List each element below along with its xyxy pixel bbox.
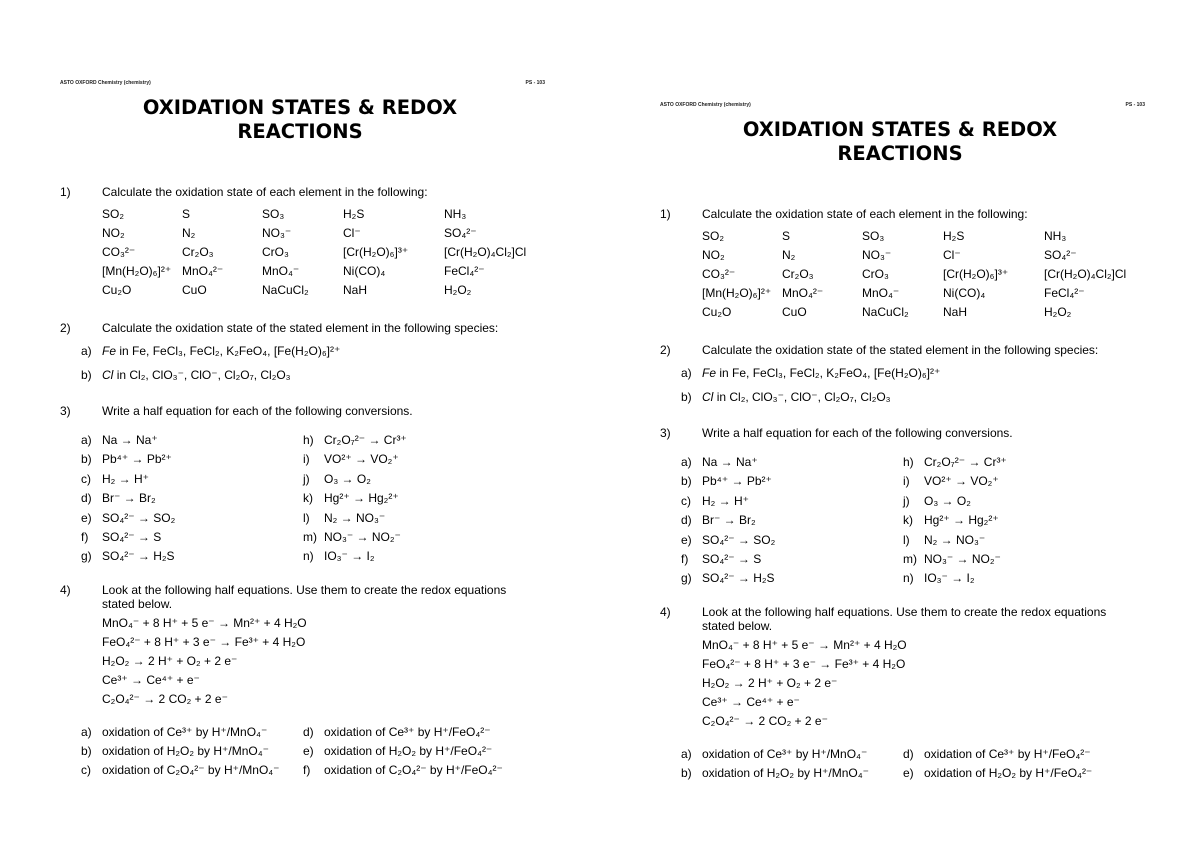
item-label: a) bbox=[681, 455, 692, 469]
half-equation: SO₄²⁻ → SO₂ bbox=[702, 533, 776, 547]
item-label: h) bbox=[303, 433, 314, 447]
item-label: d) bbox=[81, 491, 92, 505]
grid-cell: SO₃ bbox=[862, 229, 885, 243]
item-label: a) bbox=[681, 366, 692, 380]
item-label: i) bbox=[303, 452, 310, 466]
question-number: 2) bbox=[60, 321, 71, 335]
half-equation-line: FeO₄²⁻ + 8 H⁺ + 3 e⁻ → Fe³⁺ + 4 H₂O bbox=[102, 635, 306, 649]
half-equation-line: H₂O₂ → 2 H⁺ + O₂ + 2 e⁻ bbox=[702, 676, 838, 690]
item-label: n) bbox=[303, 549, 314, 563]
question-text bbox=[702, 605, 1152, 633]
item-label: a) bbox=[81, 344, 92, 358]
grid-cell: SO₃ bbox=[262, 207, 285, 221]
item-label: b) bbox=[681, 766, 692, 780]
half-equation: Pb⁴⁺ → Pb²⁺ bbox=[102, 452, 172, 466]
half-equation-line: C₂O₄²⁻ → 2 CO₂ + 2 e⁻ bbox=[102, 692, 228, 706]
item-label: c) bbox=[81, 763, 91, 777]
item-label: a) bbox=[81, 725, 92, 739]
item-label: f) bbox=[681, 552, 689, 566]
grid-cell: [Mn(H₂O)₆]²⁺ bbox=[102, 264, 172, 278]
grid-cell: Ni(CO)₄ bbox=[943, 286, 986, 300]
item-label: m) bbox=[303, 530, 317, 544]
page-title bbox=[50, 96, 550, 144]
item-label: e) bbox=[903, 766, 914, 780]
grid-cell: CO₃²⁻ bbox=[102, 245, 136, 259]
title-line-2: REACTIONS bbox=[837, 142, 963, 165]
grid-cell: [Cr(H₂O)₄Cl₂]Cl bbox=[444, 245, 527, 259]
grid-cell: NaCuCl₂ bbox=[262, 283, 309, 297]
half-equation-line: H₂O₂ → 2 H⁺ + O₂ + 2 e⁻ bbox=[102, 654, 238, 668]
grid-cell: CuO bbox=[182, 283, 207, 297]
question-text: Calculate the oxidation state of each element in the following: bbox=[702, 207, 1028, 221]
grid-cell: NO₃⁻ bbox=[862, 248, 892, 262]
header-left: ASTO OXFORD Chemistry (chemistry) bbox=[660, 102, 751, 108]
item-label: b) bbox=[81, 452, 92, 466]
half-equation-line: Ce³⁺ → Ce⁴⁺ + e⁻ bbox=[702, 695, 800, 709]
grid-cell: [Mn(H₂O)₆]²⁺ bbox=[702, 286, 772, 300]
grid-cell: FeCl₄²⁻ bbox=[1044, 286, 1085, 300]
item-label: m) bbox=[903, 552, 917, 566]
header-right: PS - 103 bbox=[1125, 102, 1145, 108]
item-label: d) bbox=[303, 725, 314, 739]
grid-cell: SO₄²⁻ bbox=[444, 226, 477, 240]
grid-cell: SO₄²⁻ bbox=[1044, 248, 1077, 262]
half-equation: SO₄²⁻ → H₂S bbox=[702, 571, 775, 585]
item-label: h) bbox=[903, 455, 914, 469]
half-equation: SO₄²⁻ → SO₂ bbox=[102, 511, 176, 525]
species-list: in Fe, FeCl₃, FeCl₂, K₂FeO₄, [Fe(H₂O)₆]²⁺ bbox=[119, 344, 341, 358]
redox-task: oxidation of H₂O₂ by H⁺/MnO₄⁻ bbox=[702, 766, 869, 780]
redox-task: oxidation of H₂O₂ by H⁺/FeO₄²⁻ bbox=[924, 766, 1093, 780]
half-equation: Cr₂O₇²⁻ → Cr³⁺ bbox=[924, 455, 1007, 469]
item-label: g) bbox=[681, 571, 692, 585]
page-title bbox=[650, 118, 1150, 166]
item-label: d) bbox=[681, 513, 692, 527]
grid-cell: H₂S bbox=[343, 207, 365, 221]
redox-task: oxidation of C₂O₄²⁻ by H⁺/MnO₄⁻ bbox=[102, 763, 280, 777]
grid-cell: [Cr(H₂O)₆]³⁺ bbox=[343, 245, 409, 259]
grid-cell: NH₃ bbox=[444, 207, 467, 221]
question-text-line-1: Look at the following half equations. Use them to create the redox equations bbox=[102, 583, 507, 597]
question-number: 4) bbox=[60, 583, 71, 597]
question-number: 4) bbox=[660, 605, 671, 619]
item-label: c) bbox=[681, 494, 691, 508]
grid-cell: SO₂ bbox=[702, 229, 724, 243]
half-equation: IO₃⁻ → I₂ bbox=[924, 571, 975, 585]
redox-task: oxidation of H₂O₂ by H⁺/MnO₄⁻ bbox=[102, 744, 269, 758]
item-label: a) bbox=[681, 747, 692, 761]
species-list: in Fe, FeCl₃, FeCl₂, K₂FeO₄, [Fe(H₂O)₆]²⁺ bbox=[719, 366, 941, 380]
grid-cell: Cl⁻ bbox=[943, 248, 961, 262]
half-equation-line: C₂O₄²⁻ → 2 CO₂ + 2 e⁻ bbox=[702, 714, 828, 728]
half-equation: N₂ → NO₃⁻ bbox=[924, 533, 986, 547]
half-equation: Na → Na⁺ bbox=[102, 433, 158, 447]
half-equation: N₂ → NO₃⁻ bbox=[324, 511, 386, 525]
question-number: 3) bbox=[60, 404, 71, 418]
item-label: e) bbox=[303, 744, 314, 758]
species-list: in Cl₂, ClO₃⁻, ClO⁻, Cl₂O₇, Cl₂O₃ bbox=[716, 390, 891, 404]
half-equation: O₃ → O₂ bbox=[324, 472, 371, 486]
item-label: n) bbox=[903, 571, 914, 585]
item-label: l) bbox=[303, 511, 310, 525]
title-line-1: OXIDATION STATES & REDOX bbox=[142, 96, 458, 119]
grid-cell: CO₃²⁻ bbox=[702, 267, 736, 281]
half-equation: Na → Na⁺ bbox=[702, 455, 758, 469]
question-text-line-2: stated below. bbox=[702, 619, 773, 633]
half-equation: IO₃⁻ → I₂ bbox=[324, 549, 375, 563]
half-equation: H₂ → H⁺ bbox=[102, 472, 149, 486]
half-equation: VO²⁺ → VO₂⁺ bbox=[924, 474, 999, 488]
half-equation: SO₄²⁻ → S bbox=[102, 530, 162, 544]
half-equation: Hg²⁺ → Hg₂²⁺ bbox=[324, 491, 399, 505]
grid-cell: Cu₂O bbox=[102, 283, 132, 297]
question-number: 3) bbox=[660, 426, 671, 440]
grid-cell: Cl⁻ bbox=[343, 226, 361, 240]
grid-cell: MnO₄²⁻ bbox=[182, 264, 224, 278]
grid-cell: S bbox=[782, 229, 791, 243]
item-label: f) bbox=[81, 530, 89, 544]
grid-cell: NO₂ bbox=[102, 226, 125, 240]
redox-task: oxidation of H₂O₂ by H⁺/FeO₄²⁻ bbox=[324, 744, 493, 758]
grid-cell: SO₂ bbox=[102, 207, 124, 221]
question-text: Calculate the oxidation state of the stated element in the following species: bbox=[102, 321, 499, 335]
grid-cell: NaH bbox=[943, 305, 968, 319]
item-label: k) bbox=[303, 491, 313, 505]
item-label: g) bbox=[81, 549, 92, 563]
item-label: i) bbox=[903, 474, 910, 488]
title-line-2: REACTIONS bbox=[237, 120, 363, 143]
half-equation-line: Ce³⁺ → Ce⁴⁺ + e⁻ bbox=[102, 673, 200, 687]
question-text-line-1: Look at the following half equations. Use them to create the redox equations bbox=[702, 605, 1107, 619]
grid-cell: MnO₄⁻ bbox=[862, 286, 900, 300]
header-right: PS - 103 bbox=[525, 80, 545, 86]
item-label: f) bbox=[303, 763, 311, 777]
grid-cell: Ni(CO)₄ bbox=[343, 264, 386, 278]
half-equation-line: FeO₄²⁻ + 8 H⁺ + 3 e⁻ → Fe³⁺ + 4 H₂O bbox=[702, 657, 906, 671]
item-label: l) bbox=[903, 533, 910, 547]
item-label: e) bbox=[681, 533, 692, 547]
grid-cell: CrO₃ bbox=[862, 267, 889, 281]
grid-cell: FeCl₄²⁻ bbox=[444, 264, 485, 278]
question-number: 1) bbox=[660, 207, 671, 221]
grid-cell: NaCuCl₂ bbox=[862, 305, 909, 319]
item-label: j) bbox=[303, 472, 310, 486]
question-text: Calculate the oxidation state of the stated element in the following species: bbox=[702, 343, 1099, 357]
species-list: in Cl₂, ClO₃⁻, ClO⁻, Cl₂O₇, Cl₂O₃ bbox=[116, 368, 291, 382]
half-equation: O₃ → O₂ bbox=[924, 494, 971, 508]
question-text: Calculate the oxidation state of each element in the following: bbox=[102, 185, 428, 199]
redox-task: oxidation of Ce³⁺ by H⁺/FeO₄²⁻ bbox=[324, 725, 491, 739]
item-label: d) bbox=[903, 747, 914, 761]
grid-cell: NO₃⁻ bbox=[262, 226, 292, 240]
item-label: k) bbox=[903, 513, 913, 527]
half-equation: NO₃⁻ → NO₂⁻ bbox=[324, 530, 401, 544]
half-equation: Br⁻ → Br₂ bbox=[102, 491, 156, 505]
grid-cell: H₂S bbox=[943, 229, 965, 243]
question-number: 1) bbox=[60, 185, 71, 199]
grid-cell: H₂O₂ bbox=[1044, 305, 1072, 319]
grid-cell: CrO₃ bbox=[262, 245, 289, 259]
question-text bbox=[102, 583, 552, 611]
element-symbol: Cl bbox=[102, 368, 114, 382]
grid-cell: [Cr(H₂O)₆]³⁺ bbox=[943, 267, 1009, 281]
half-equation-line: MnO₄⁻ + 8 H⁺ + 5 e⁻ → Mn²⁺ + 4 H₂O bbox=[702, 638, 907, 652]
grid-cell: NO₂ bbox=[702, 248, 725, 262]
grid-cell: [Cr(H₂O)₄Cl₂]Cl bbox=[1044, 267, 1127, 281]
item-label: b) bbox=[681, 390, 692, 404]
grid-cell: N₂ bbox=[782, 248, 796, 262]
grid-cell: H₂O₂ bbox=[444, 283, 472, 297]
half-equation: VO²⁺ → VO₂⁺ bbox=[324, 452, 399, 466]
redox-task: oxidation of Ce³⁺ by H⁺/MnO₄⁻ bbox=[102, 725, 268, 739]
grid-cell: NaH bbox=[343, 283, 368, 297]
worksheet-page-right bbox=[600, 0, 1200, 849]
element-symbol: Fe bbox=[102, 344, 117, 358]
item-label: j) bbox=[903, 494, 910, 508]
question-text: Write a half equation for each of the following conversions. bbox=[102, 404, 413, 418]
grid-cell: MnO₄⁻ bbox=[262, 264, 300, 278]
half-equation: SO₄²⁻ → S bbox=[702, 552, 762, 566]
element-symbol: Cl bbox=[702, 390, 714, 404]
grid-cell: Cu₂O bbox=[702, 305, 732, 319]
grid-cell: NH₃ bbox=[1044, 229, 1067, 243]
redox-task: oxidation of C₂O₄²⁻ by H⁺/FeO₄²⁻ bbox=[324, 763, 503, 777]
header-left: ASTO OXFORD Chemistry (chemistry) bbox=[60, 80, 151, 86]
item-label: b) bbox=[81, 744, 92, 758]
half-equation: Cr₂O₇²⁻ → Cr³⁺ bbox=[324, 433, 407, 447]
redox-task: oxidation of Ce³⁺ by H⁺/MnO₄⁻ bbox=[702, 747, 868, 761]
question-text-line-2: stated below. bbox=[102, 597, 173, 611]
half-equation: NO₃⁻ → NO₂⁻ bbox=[924, 552, 1001, 566]
item-label: b) bbox=[81, 368, 92, 382]
half-equation: SO₄²⁻ → H₂S bbox=[102, 549, 175, 563]
grid-cell: S bbox=[182, 207, 191, 221]
question-number: 2) bbox=[660, 343, 671, 357]
grid-cell: MnO₄²⁻ bbox=[782, 286, 824, 300]
item-label: c) bbox=[81, 472, 91, 486]
grid-cell: Cr₂O₃ bbox=[782, 267, 814, 281]
question-text: Write a half equation for each of the following conversions. bbox=[702, 426, 1013, 440]
half-equation: H₂ → H⁺ bbox=[702, 494, 749, 508]
grid-cell: Cr₂O₃ bbox=[182, 245, 214, 259]
half-equation: Hg²⁺ → Hg₂²⁺ bbox=[924, 513, 999, 527]
grid-cell: CuO bbox=[782, 305, 807, 319]
grid-cell: N₂ bbox=[182, 226, 196, 240]
half-equation: Pb⁴⁺ → Pb²⁺ bbox=[702, 474, 772, 488]
item-label: a) bbox=[81, 433, 92, 447]
half-equation-line: MnO₄⁻ + 8 H⁺ + 5 e⁻ → Mn²⁺ + 4 H₂O bbox=[102, 616, 307, 630]
item-label: e) bbox=[81, 511, 92, 525]
redox-task: oxidation of Ce³⁺ by H⁺/FeO₄²⁻ bbox=[924, 747, 1091, 761]
title-line-1: OXIDATION STATES & REDOX bbox=[742, 118, 1058, 141]
half-equation: Br⁻ → Br₂ bbox=[702, 513, 756, 527]
element-symbol: Fe bbox=[702, 366, 717, 380]
item-label: b) bbox=[681, 474, 692, 488]
